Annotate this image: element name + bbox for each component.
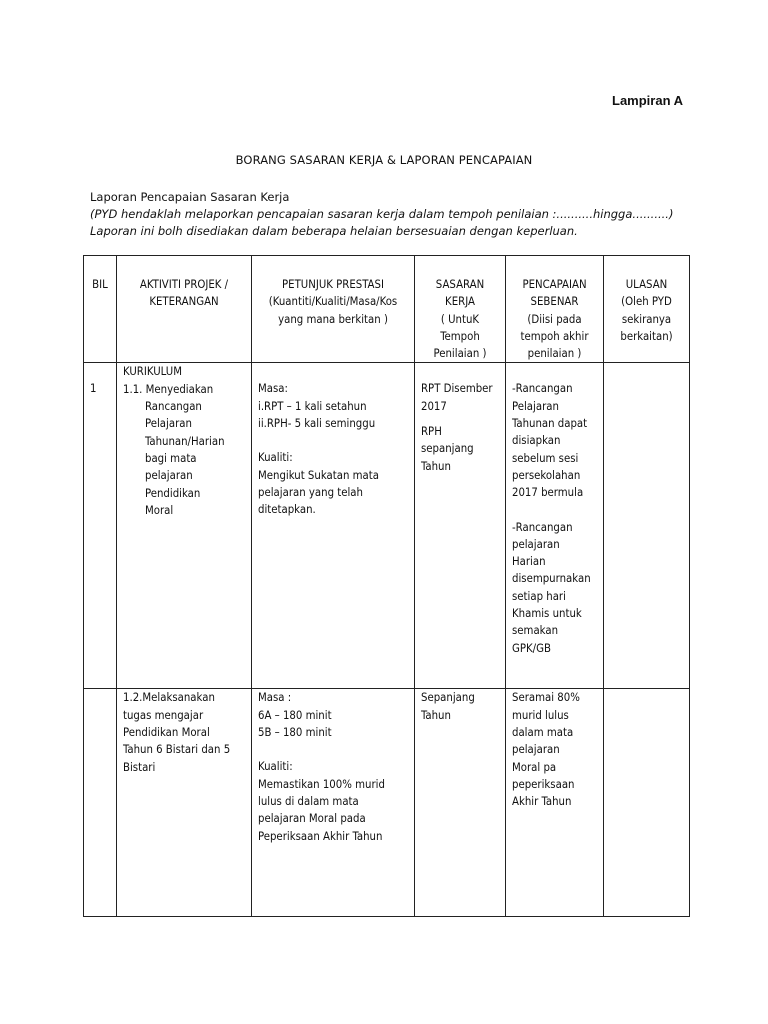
intro-block xyxy=(90,189,673,240)
row1-petunjuk: Masa: i.RPT – 1 kali setahun ii.RPH- 5 kali seminggu Kualiti: Mengikut Sukatan mata pelajaran yang telah ditetapkan. xyxy=(252,363,415,689)
row1-bil: 1 xyxy=(84,363,117,689)
table-row xyxy=(84,689,690,917)
row1-ulasan xyxy=(604,363,690,689)
intro-heading: Laporan Pencapaian Sasaran Kerja xyxy=(90,190,290,204)
header-bil: BIL xyxy=(84,256,117,363)
document-title: BORANG SASARAN KERJA & LAPORAN PENCAPAIAN xyxy=(235,153,533,167)
row2-ulasan xyxy=(604,689,690,917)
header-petunjuk: PETUNJUK PRESTASI (Kuantiti/Kualiti/Masa/Kos yang mana berkitan ) xyxy=(252,256,415,363)
table-row xyxy=(84,363,690,689)
row2-sasaran: Sepanjang Tahun xyxy=(415,689,506,917)
row1-aktiviti: KURIKULUM 1.1. Menyediakan Rancangan Pelajaran Tahunan/Harian bagi mata pelajaran Pendidikan Moral xyxy=(117,363,252,689)
target-table xyxy=(83,255,690,917)
row2-aktiviti: 1.2.Melaksanakan tugas mengajar Pendidikan Moral Tahun 6 Bistari dan 5 Bistari xyxy=(117,689,252,917)
header-sasaran: SASARAN KERJA ( UntuK Tempoh Penilaian ) xyxy=(415,256,506,363)
header-row xyxy=(84,256,690,363)
intro-line-1: (PYD hendaklah melaporkan pencapaian sasaran kerja dalam tempoh penilaian :..........hingga..........) xyxy=(90,207,674,221)
lampiran-label: Lampiran A xyxy=(612,93,684,108)
header-aktiviti: AKTIVITI PROJEK / KETERANGAN xyxy=(117,256,252,363)
row2-bil xyxy=(84,689,117,917)
intro-line-2: Laporan ini bolh disediakan dalam beberapa helaian bersesuaian dengan keperluan. xyxy=(90,224,578,238)
header-ulasan: ULASAN (Oleh PYD sekiranya berkaitan) xyxy=(604,256,690,363)
row2-pencapaian: Seramai 80% murid lulus dalam mata pelajaran Moral pa peperiksaan Akhir Tahun xyxy=(506,689,604,917)
row2-petunjuk: Masa : 6A – 180 minit 5B – 180 minit Kualiti: Memastikan 100% murid lulus di dalam mata pelajaran Moral pada Peperiksaan Akhir Tahun xyxy=(252,689,415,917)
header-pencapaian: PENCAPAIAN SEBENAR (Diisi pada tempoh akhir penilaian ) xyxy=(506,256,604,363)
row1-sasaran: RPT Disember 2017 RPH sepanjang Tahun xyxy=(415,363,506,689)
row1-pencapaian: -Rancangan Pelajaran Tahunan dapat disiapkan sebelum sesi persekolahan 2017 bermula -Rancangan pelajaran Harian disempurnakan setiap hari Khamis untuk semakan GPK/GB xyxy=(506,363,604,689)
